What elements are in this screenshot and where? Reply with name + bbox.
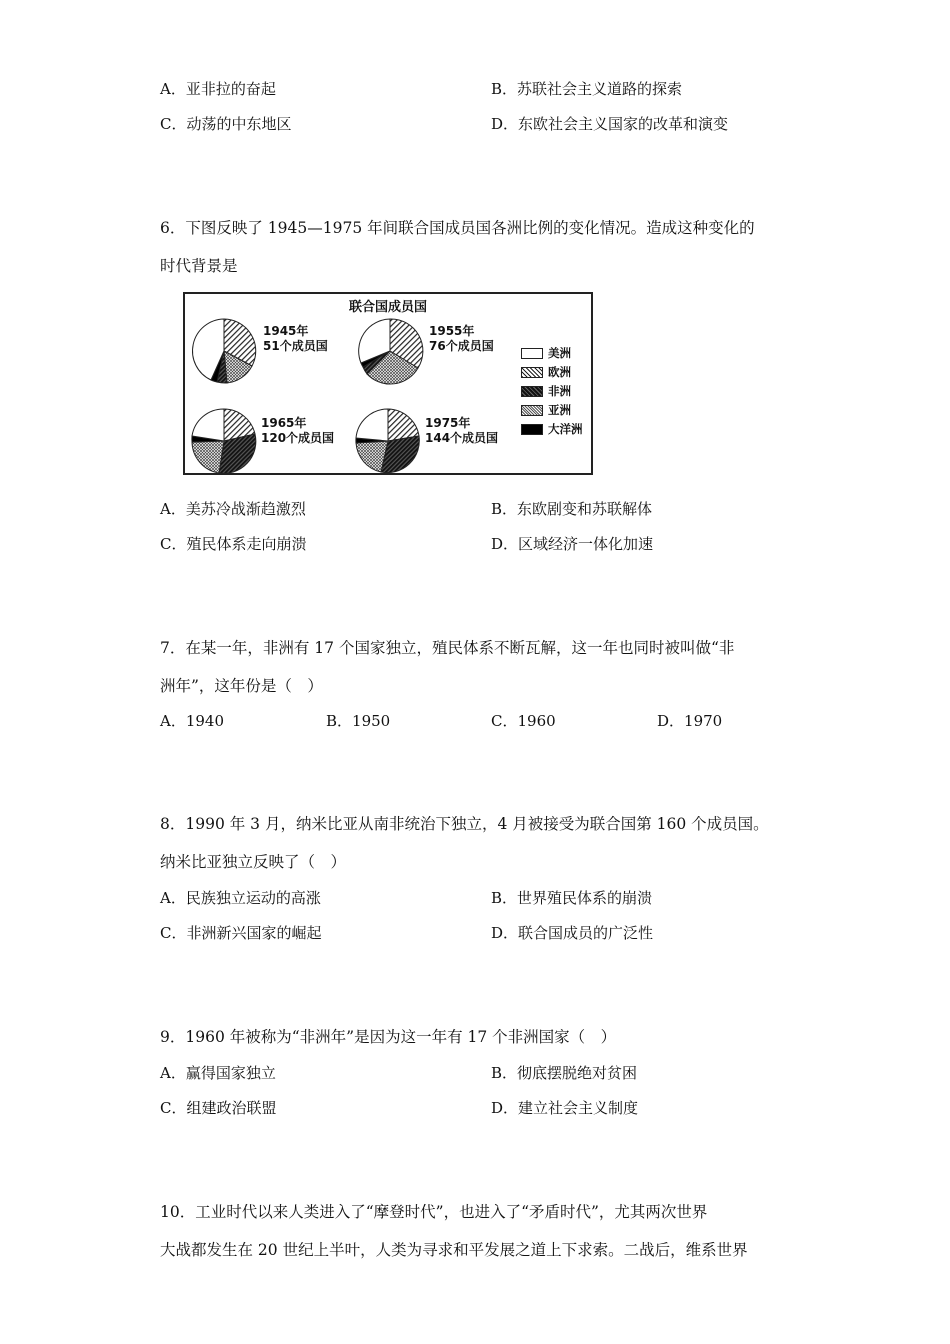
q7-option-d: D．1970 [657,712,723,730]
q9-option-b: B．彻底摆脱绝对贫困 [491,1064,638,1082]
q6-option-c: C．殖民体系走向崩溃 [160,535,307,553]
q8-option-c: C．非洲新兴国家的崛起 [160,924,322,942]
q6-stem-line2: 时代背景是 [160,257,238,275]
q9-option-a: A．赢得国家独立 [160,1064,276,1082]
q6-option-b: B．东欧剧变和苏联解体 [491,500,653,518]
pie-1975-year: 1975年 [425,416,471,430]
legend-swatch-africa [521,386,543,397]
q7-stem-line1: 7．在某一年，非洲有 17 个国家独立，殖民体系不断瓦解，这一年也同时被叫做“非 [160,639,735,657]
legend-europe [521,365,571,379]
legend-label-america: 美洲 [548,346,571,360]
pie-1945-year: 1945年 [263,324,309,338]
legend-label-africa: 非洲 [548,384,571,398]
legend-swatch-asia [521,405,543,416]
q10-stem-line2: 大战都发生在 20 世纪上半叶，人类为寻求和平发展之道上下求索。二战后，维系世界 [160,1241,748,1259]
legend-swatch-europe [521,367,543,378]
pie-1965-asia [192,441,224,473]
q7-stem-line2: 洲年”，这年份是（ ） [160,677,323,695]
legend-label-europe: 欧洲 [548,365,571,379]
pie-1975 [353,406,423,476]
q7-option-b: B．1950 [326,712,391,730]
legend-swatch-oceania [521,424,543,435]
legend-america [521,346,571,360]
q5-option-a: A．亚非拉的奋起 [160,80,276,98]
q7-option-a: A．1940 [160,712,225,730]
un-members-figure [183,292,593,475]
q9-option-d: D．建立社会主义制度 [491,1099,639,1117]
pie-1955 [355,316,425,386]
q6-stem-line1: 6．下图反映了 1945—1975 年间联合国成员国各洲比例的变化情况。造成这种变化的 [160,219,755,237]
legend-oceania [521,422,583,436]
pie-1955-year: 1955年 [429,324,475,338]
q7-option-c: C．1960 [491,712,556,730]
pie-1965-america [192,409,224,441]
q8-option-a: A．民族独立运动的高涨 [160,889,321,907]
q5-option-d: D．东欧社会主义国家的改革和演变 [491,115,729,133]
pie-1965 [189,406,259,476]
q8-option-b: B．世界殖民体系的崩溃 [491,889,653,907]
legend-africa [521,384,571,398]
q8-stem-line2: 纳米比亚独立反映了（ ） [160,853,347,871]
legend-label-oceania: 大洋洲 [548,422,583,436]
q9-stem-line1: 9．1960 年被称为“非洲年”是因为这一年有 17 个非洲国家（ ） [160,1028,617,1046]
q6-option-d: D．区域经济一体化加速 [491,535,654,553]
q5-option-b: B．苏联社会主义道路的探索 [491,80,683,98]
pie-1975-members: 144个成员国 [425,431,499,445]
legend-swatch-america [521,348,543,359]
q8-stem-line1: 8．1990 年 3 月，纳米比亚从南非统治下独立，4 月被接受为联合国第 160 个成员国。 [160,815,769,833]
pie-1955-members: 76个成员国 [429,339,494,353]
pie-1965-members: 120个成员国 [261,431,335,445]
q8-option-d: D．联合国成员的广泛性 [491,924,654,942]
legend-asia [521,403,571,417]
q10-stem-line1: 10．工业时代以来人类进入了“摩登时代”，也进入了“矛盾时代”，尤其两次世界 [160,1203,708,1221]
figure-title: 联合国成员国 [348,300,427,315]
pie-1975-america [356,409,388,441]
q9-option-c: C．组建政治联盟 [160,1099,277,1117]
q5-option-c: C．动荡的中东地区 [160,115,292,133]
legend-label-asia: 亚洲 [548,403,571,417]
pie-1965-year: 1965年 [261,416,307,430]
q6-option-a: A．美苏冷战渐趋激烈 [160,500,306,518]
pie-1945-members: 51个成员国 [263,339,328,353]
pie-1975-europe [388,409,419,441]
pie-1945 [189,316,259,386]
